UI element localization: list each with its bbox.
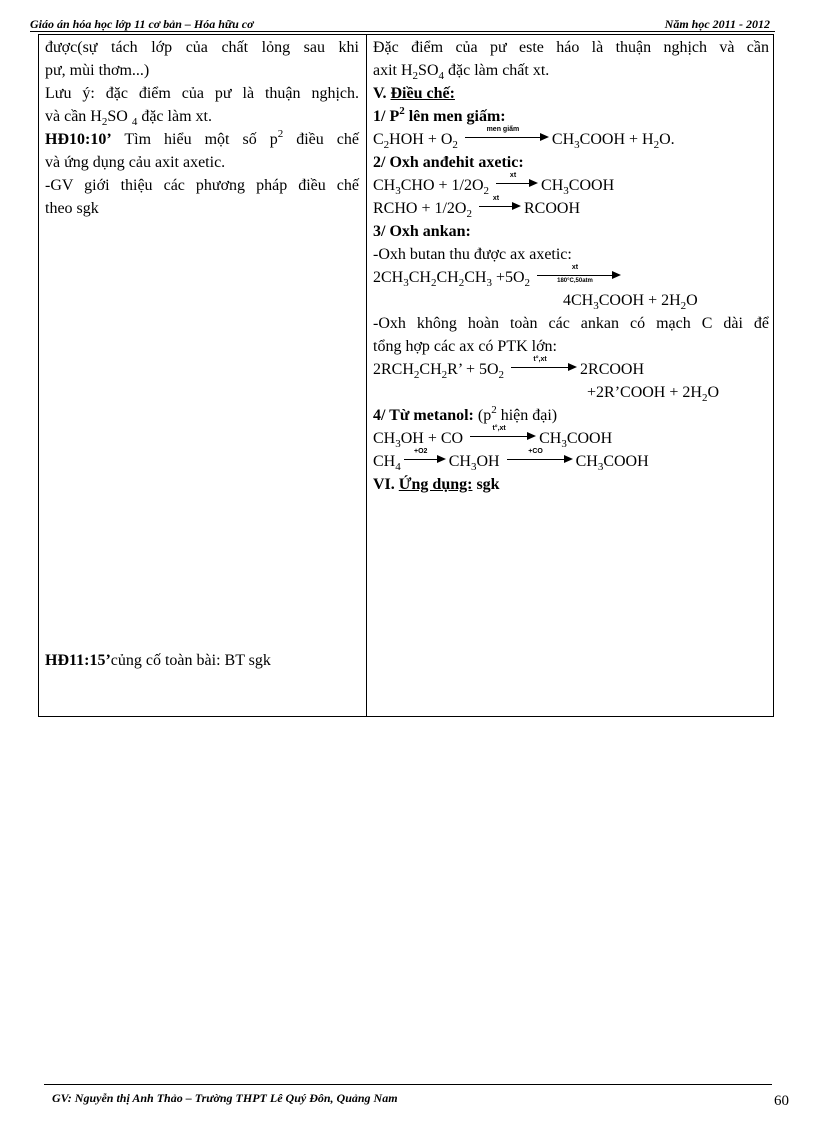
footer-author: GV: Nguyễn thị Anh Thảo – Trường THPT Lê Quý Đôn, Quảng Nam (52, 1091, 398, 1105)
right-line-alkane-1: -Oxh không hoàn toàn các ankan có mạch C dài để (373, 315, 769, 332)
reaction-arrow-icon: +O2 (404, 450, 446, 464)
reaction-arrow-icon: xt (479, 197, 521, 211)
equation-methanol-1: $CH_3OH$ + CO t°,xt $CH_3COOH$ (373, 425, 613, 450)
footer-rule (44, 1084, 772, 1085)
left-line-7: -GV giới thiệu các phương pháp điều chế (45, 177, 359, 194)
method-1-heading: 1/ $P^2$ lên men giấm: (373, 105, 506, 125)
left-line-8: theo sgk (45, 200, 99, 217)
left-line-9: HĐ11:15’củng cố toàn bài: BT sgk (45, 652, 271, 669)
header-course-title: Giáo án hóa học lớp 11 cơ bản – Hóa hữu cơ (30, 17, 254, 31)
header-school-year: Năm học 2011 - 2012 (664, 17, 770, 31)
teacher-activity-column (45, 36, 359, 672)
activity-10-label: HĐ10:10’ (45, 131, 112, 148)
right-line-butane: -Oxh butan thu được ax axetic: (373, 246, 572, 263)
equation-butane-products: $4CH_3COOH + 2H_2O$ (563, 292, 698, 312)
equation-methanol-2: $CH_4$ +O2 $CH_3OH$ +CO $CH_3COOH$ (373, 448, 649, 473)
method-4-heading: 4/ Từ metanol: ($p^2$ hiện đại) (373, 404, 558, 424)
activity-11-label: HĐ11:15’ (45, 652, 111, 669)
equation-aldehyde-1: $CH_3CHO + 1/2O_2$ xt $CH_3COOH$ (373, 172, 615, 197)
left-line-4: và cần $H_2SO$ $_4$ đặc làm xt. (45, 108, 212, 128)
right-line-1: Đặc điểm của pư este háo là thuận nghịch và cần (373, 39, 769, 56)
method-3-heading: 3/ Oxh ankan: (373, 223, 471, 240)
equation-alkane-products: +2R’COOH + $2H_2O$ (587, 384, 719, 404)
right-line-alkane-2: tổng hợp các ax có PTK lớn: (373, 338, 557, 355)
header-rule (30, 31, 775, 32)
reaction-arrow-icon: men giấm (465, 128, 549, 142)
reaction-arrow-icon: +CO (507, 450, 573, 464)
section-v-heading: V. Điều chế: (373, 85, 455, 102)
reaction-arrow-icon: t°,xt (470, 427, 536, 441)
page-number: 60 (774, 1093, 789, 1109)
content-column (373, 36, 769, 496)
method-2-heading: 2/ Oxh anđehit axetic: (373, 154, 524, 171)
lesson-table (38, 34, 774, 717)
left-line-1: được(sự tách lớp của chất lỏng sau khi (45, 39, 359, 56)
column-divider (366, 35, 367, 716)
left-line-5: HĐ10:10’ Tìm hiểu một số $p^2$ điều chế (45, 128, 359, 148)
left-line-2: pư, mùi thơm...) (45, 62, 150, 79)
right-line-2: axit $H_2SO_4$ đặc làm chất xt. (373, 62, 550, 82)
reaction-arrow-icon: xt (496, 174, 538, 188)
section-vi-heading: VI. Ứng dụng: sgk (373, 476, 500, 493)
equation-fermentation: $C_2HOH + O_2$ men giấm $CH_3COOH + H_2O$. (373, 126, 675, 151)
equation-butane: $2CH_3CH_2CH_2CH_3 +5O_2$ xt 180°C,50atm (373, 266, 769, 289)
equation-alkane: $2RCH_2CH_2R$’ + $5O_2$ t°,xt 2RCOOH (373, 356, 645, 381)
equation-aldehyde-2: RCHO + $1/2O_2$ xt RCOOH (373, 195, 580, 220)
reaction-arrow-icon: t°,xt (511, 358, 577, 372)
left-line-3: Lưu ý: đặc điểm của pư là thuận nghịch. (45, 85, 359, 102)
left-line-6: và ứng dụng cảu axit axetic. (45, 154, 226, 171)
reaction-arrow-icon: xt 180°C,50atm (537, 266, 621, 280)
